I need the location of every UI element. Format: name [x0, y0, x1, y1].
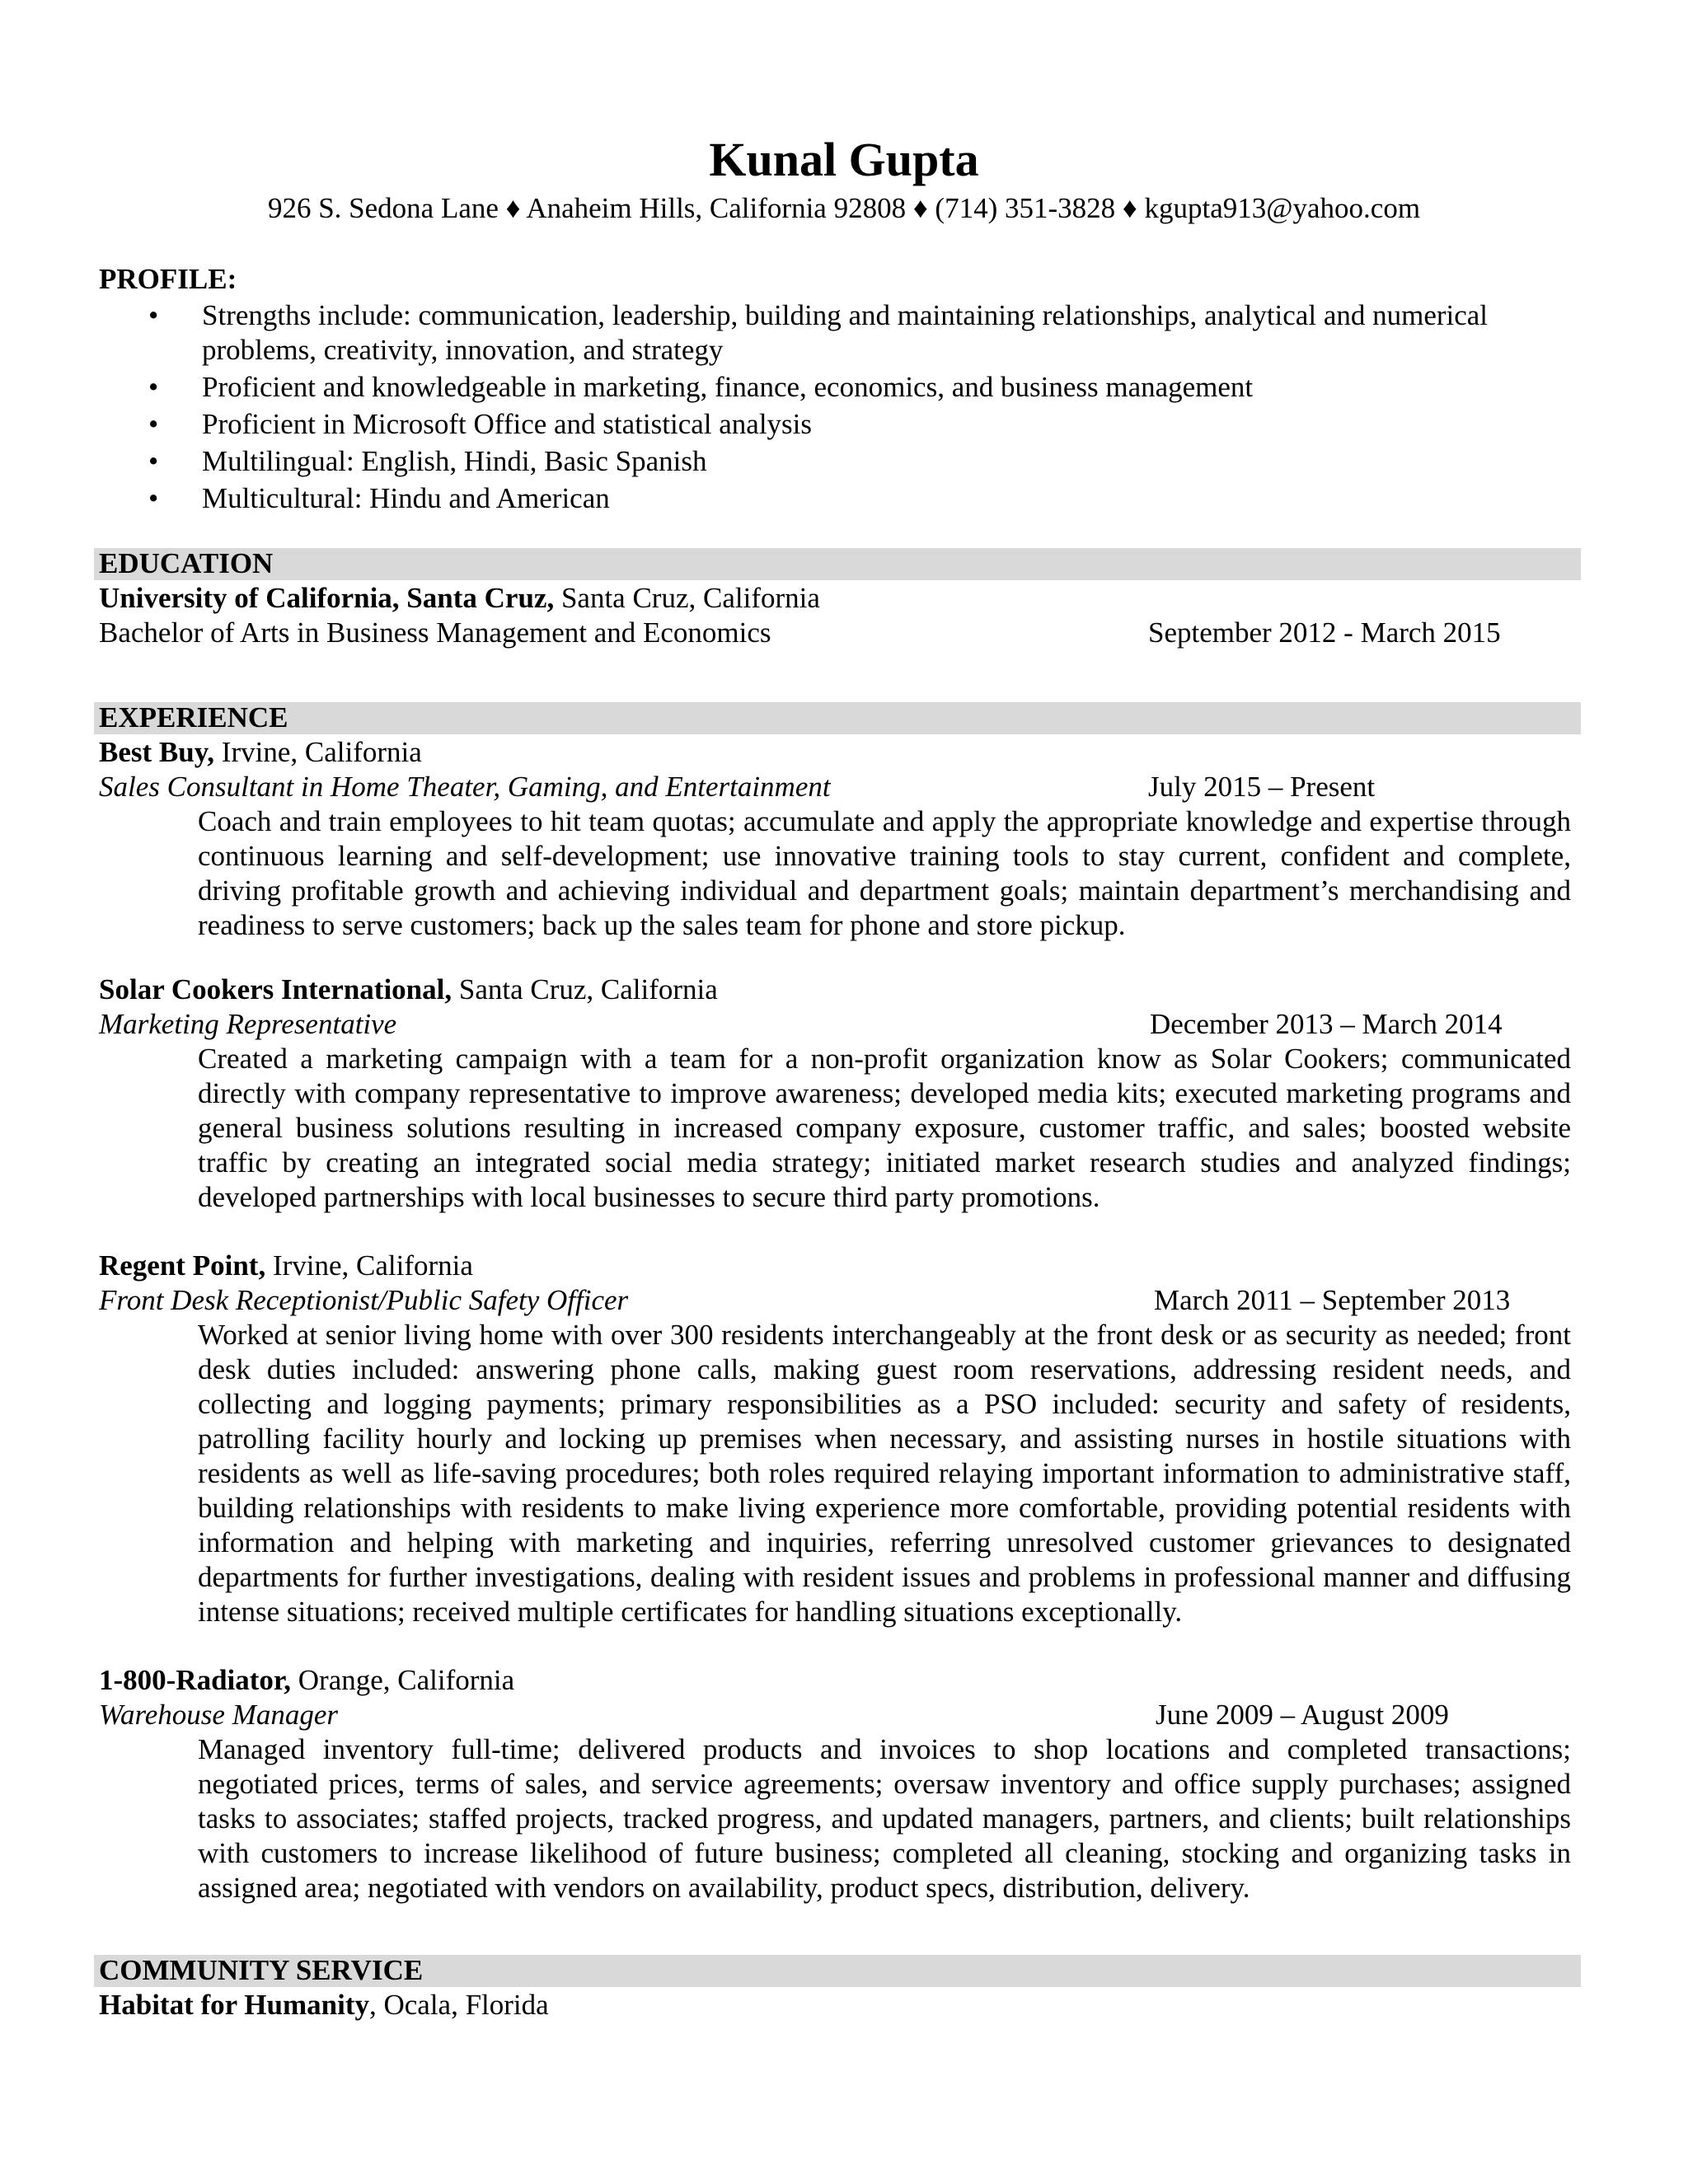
community-location: , Ocala, Florida: [368, 1989, 549, 2021]
company-location: Irvine, California: [214, 736, 422, 768]
bullet-icon: •: [148, 482, 159, 514]
job-description: Worked at senior living home with over 300 residents interchangeably at the front desk or as security as needed; front desk duties included: answering phone calls, making guest room reservations, addressing resident needs, and collecting and logging payments; primary responsibilities as a PSO included: security and safety of residents, patrolling facility hourly and locking up premises when necessary, and assisting nurses in hostile situations with residents as well as life-saving procedures; both roles required relaying important information to administrative staff, building relationships with residents to make living experience more comfortable, providing potential residents with information and helping with marketing and inquiries, referring unresolved customer grievances to designated departments for further investigations, dealing with resident issues and problems in professional manner and diffusing intense situations; received multiple certificates for handling situations exceptionally.: [198, 1319, 1571, 1628]
company-name: 1-800-Radiator,: [99, 1664, 292, 1696]
job-title-row: [99, 1007, 1582, 1042]
school-location: Santa Cruz, California: [554, 582, 820, 614]
school-name: University of California, Santa Cruz,: [99, 582, 555, 614]
job-dates: July 2015 – Present: [1148, 771, 1376, 803]
profile-item-text: Strengths include: communication, leadership, building and maintaining relationships, analytical and numerical problems, creativity, innovation, and strategy: [202, 299, 1489, 366]
job-best-buy: [99, 735, 1582, 943]
community-block: [99, 1988, 1582, 2022]
company-name: Solar Cookers International,: [99, 973, 452, 1005]
job-description: Created a marketing campaign with a team for a non-profit organization know as Solar Cookers; communicated directly with company representative to improve awareness; developed media kits; executed marketing programs and general business solutions resulting in increased company exposure, customer traffic, and sales; boosted website traffic by creating an integrated social media strategy; initiated market research studies and analyzed findings; developed partnerships with local businesses to secure third party promotions.: [198, 1043, 1571, 1213]
community-section-bar: [94, 1955, 1581, 1987]
job-title-row: [99, 1698, 1582, 1732]
profile-item-text: Multicultural: Hindu and American: [202, 482, 610, 514]
education-block: [99, 581, 1582, 650]
company-location: Irvine, California: [265, 1249, 473, 1282]
job-description: Managed inventory full-time; delivered products and invoices to shop locations and completed transactions; negotiated prices, terms of sales, and service agreements; oversaw inventory and office supply purchases; assigned tasks to associates; staffed projects, tracked progress, and updated managers, partners, and clients; built relationships with customers to increase likelihood of future business; completed all cleaning, stocking and organizing tasks in assigned area; negotiated with vendors on availability, product specs, distribution, delivery.: [198, 1733, 1571, 1904]
experience-section-bar: [94, 702, 1581, 734]
profile-item-text: Proficient in Microsoft Office and statistical analysis: [202, 408, 813, 440]
job-title: Marketing Representative: [99, 1008, 397, 1040]
job-company-row: [99, 1663, 1582, 1698]
education-degree-row: [99, 616, 1582, 650]
bullet-icon: •: [148, 408, 159, 440]
bullet-icon: •: [148, 371, 159, 403]
company-location: Santa Cruz, California: [452, 973, 718, 1005]
job-solar-cookers: [99, 972, 1582, 1215]
bullet-icon: •: [148, 445, 159, 477]
job-title: Warehouse Manager: [99, 1699, 339, 1731]
candidate-name: Kunal Gupta: [709, 133, 979, 186]
profile-item-text: Proficient and knowledgeable in marketing, finance, economics, and business management: [202, 371, 1254, 403]
profile-heading: PROFILE:: [99, 263, 237, 295]
contact-line: 926 S. Sedona Lane ♦ Anaheim Hills, California 92808 ♦ (714) 351-3828 ♦ kgupta913@yahoo.com: [267, 192, 1421, 224]
job-1-800-radiator: [99, 1663, 1582, 1905]
job-regent-point: [99, 1249, 1582, 1629]
profile-item: [148, 370, 1566, 405]
profile-list: [148, 298, 1566, 518]
education-dates: September 2012 - March 2015: [1148, 616, 1501, 649]
community-heading: COMMUNITY SERVICE: [99, 1954, 424, 1986]
job-dates: June 2009 – August 2009: [1156, 1699, 1449, 1731]
bullet-icon: •: [148, 299, 159, 331]
community-org-row: [99, 1988, 1582, 2022]
job-dates: December 2013 – March 2014: [1150, 1008, 1503, 1040]
company-name: Regent Point,: [99, 1249, 266, 1282]
profile-item-text: Multilingual: English, Hindi, Basic Spanish: [202, 445, 707, 477]
profile-item: [148, 298, 1566, 368]
job-dates: March 2011 – September 2013: [1154, 1284, 1511, 1316]
experience-heading: EXPERIENCE: [99, 701, 288, 733]
education-school-row: [99, 581, 1582, 616]
education-section-bar: [94, 548, 1581, 580]
degree: Bachelor of Arts in Business Management and Economics: [99, 616, 771, 649]
job-company-row: [99, 972, 1582, 1007]
profile-item: [148, 481, 1566, 516]
job-title: Front Desk Receptionist/Public Safety Officer: [99, 1284, 629, 1316]
community-org: Habitat for Humanity: [99, 1989, 369, 2021]
job-company-row: [99, 735, 1582, 770]
job-company-row: [99, 1249, 1582, 1283]
company-name: Best Buy,: [99, 736, 215, 768]
job-title-row: [99, 770, 1582, 804]
job-title-row: [99, 1283, 1582, 1318]
job-title: Sales Consultant in Home Theater, Gaming, and Entertainment: [99, 771, 831, 803]
profile-item: [148, 407, 1566, 442]
company-location: Orange, California: [291, 1664, 515, 1696]
education-heading: EDUCATION: [99, 547, 274, 579]
job-description: Coach and train employees to hit team quotas; accumulate and apply the appropriate knowledge and expertise through continuous learning and self-development; use innovative training tools to stay current, confident and complete, driving profitable growth and achieving individual and department goals; maintain department’s merchandising and readiness to serve customers; back up the sales team for phone and store pickup.: [198, 805, 1571, 941]
profile-item: [148, 444, 1566, 479]
